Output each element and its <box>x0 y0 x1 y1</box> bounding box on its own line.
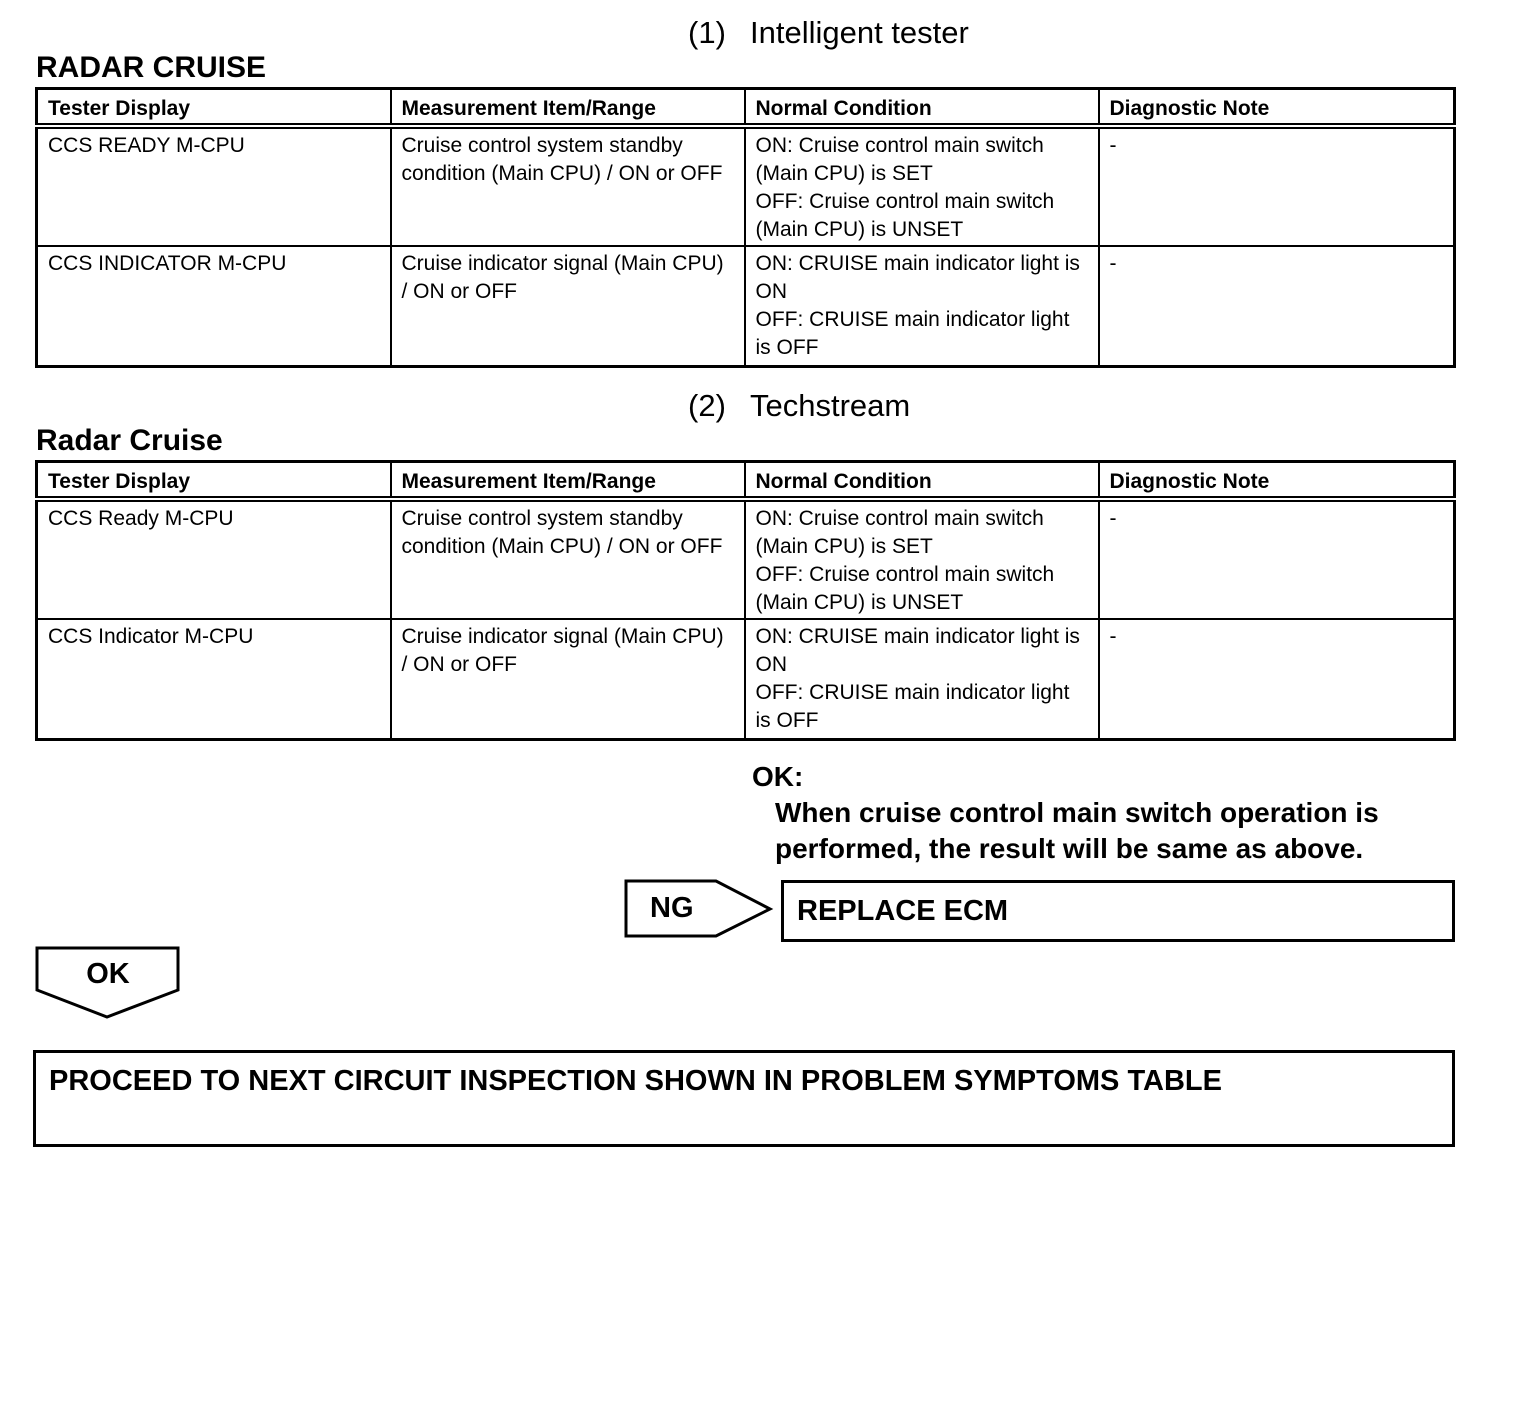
tester-display-cell: CCS Indicator M-CPU <box>37 619 391 739</box>
ng-arrow-icon <box>622 878 778 940</box>
normal-off-text: OFF: Cruise control main switch (Main CPU) is UNSET <box>755 190 1055 241</box>
column-header: Measurement Item/Range <box>391 462 745 500</box>
tester-display-cell: CCS INDICATOR M-CPU <box>37 246 391 366</box>
column-header: Tester Display <box>37 462 391 500</box>
measurement-cell: Cruise control system standby condition (Main CPU) / ON or OFF <box>391 126 745 246</box>
normal-off-text: OFF: CRUISE main indicator light is OFF <box>755 681 1070 732</box>
section2-title: Radar Cruise <box>36 424 223 457</box>
normal-condition-cell <box>745 619 1099 739</box>
column-header: Tester Display <box>37 89 391 127</box>
table-row <box>37 499 1455 619</box>
normal-on-text: ON: CRUISE main indicator light is ON <box>755 625 1080 676</box>
section2-caption-text: Techstream <box>750 388 911 423</box>
proceed-text: PROCEED TO NEXT CIRCUIT INSPECTION SHOWN IN PROBLEM SYMPTOMS TABLE <box>49 1065 1222 1097</box>
table-row <box>37 246 1455 366</box>
section2-table <box>35 460 1456 741</box>
column-header: Diagnostic Note <box>1099 462 1455 500</box>
section1-table <box>35 87 1456 368</box>
ng-label: NG <box>650 892 694 924</box>
replace-ecm-box <box>781 880 1455 942</box>
normal-on-text: ON: Cruise control main switch (Main CPU) is SET <box>755 134 1044 185</box>
section1-title: RADAR CRUISE <box>36 51 267 84</box>
measurement-cell: Cruise indicator signal (Main CPU) / ON or OFF <box>391 619 745 739</box>
normal-condition-cell <box>745 126 1099 246</box>
normal-off-text: OFF: Cruise control main switch (Main CPU) is UNSET <box>755 563 1055 614</box>
ok-criteria-label: OK: <box>752 761 804 792</box>
proceed-box <box>33 1050 1455 1147</box>
diagnostic-note-cell: - <box>1099 619 1455 739</box>
ok-criteria-line2: performed, the result will be same as above. <box>775 833 1364 864</box>
column-header: Normal Condition <box>745 462 1099 500</box>
measurement-cell: Cruise indicator signal (Main CPU) / ON or OFF <box>391 246 745 366</box>
table-header-row <box>37 462 1455 500</box>
measurement-cell: Cruise control system standby condition (Main CPU) / ON or OFF <box>391 499 745 619</box>
normal-condition-cell <box>745 499 1099 619</box>
table-row <box>37 619 1455 739</box>
tester-display-cell: CCS Ready M-CPU <box>37 499 391 619</box>
column-header: Measurement Item/Range <box>391 89 745 127</box>
diagnostic-note-cell: - <box>1099 499 1455 619</box>
ok-label: OK <box>86 958 130 990</box>
ok-criteria-line1: When cruise control main switch operation is <box>775 797 1379 828</box>
tester-display-cell: CCS READY M-CPU <box>37 126 391 246</box>
replace-ecm-text: REPLACE ECM <box>797 895 1009 927</box>
section2-caption <box>688 390 910 421</box>
diagnostic-note-cell: - <box>1099 126 1455 246</box>
section2-number: (2) <box>688 388 726 423</box>
section1-caption-text: Intelligent tester <box>750 15 969 50</box>
table-header-row <box>37 89 1455 127</box>
normal-condition-cell <box>745 246 1099 366</box>
normal-off-text: OFF: CRUISE main indicator light is OFF <box>755 308 1070 359</box>
normal-on-text: ON: Cruise control main switch (Main CPU) is SET <box>755 507 1044 558</box>
normal-on-text: ON: CRUISE main indicator light is ON <box>755 252 1080 303</box>
table-row <box>37 126 1455 246</box>
section1-caption <box>688 17 969 48</box>
column-header: Diagnostic Note <box>1099 89 1455 127</box>
section1-number: (1) <box>688 15 726 50</box>
column-header: Normal Condition <box>745 89 1099 127</box>
diagnostic-note-cell: - <box>1099 246 1455 366</box>
